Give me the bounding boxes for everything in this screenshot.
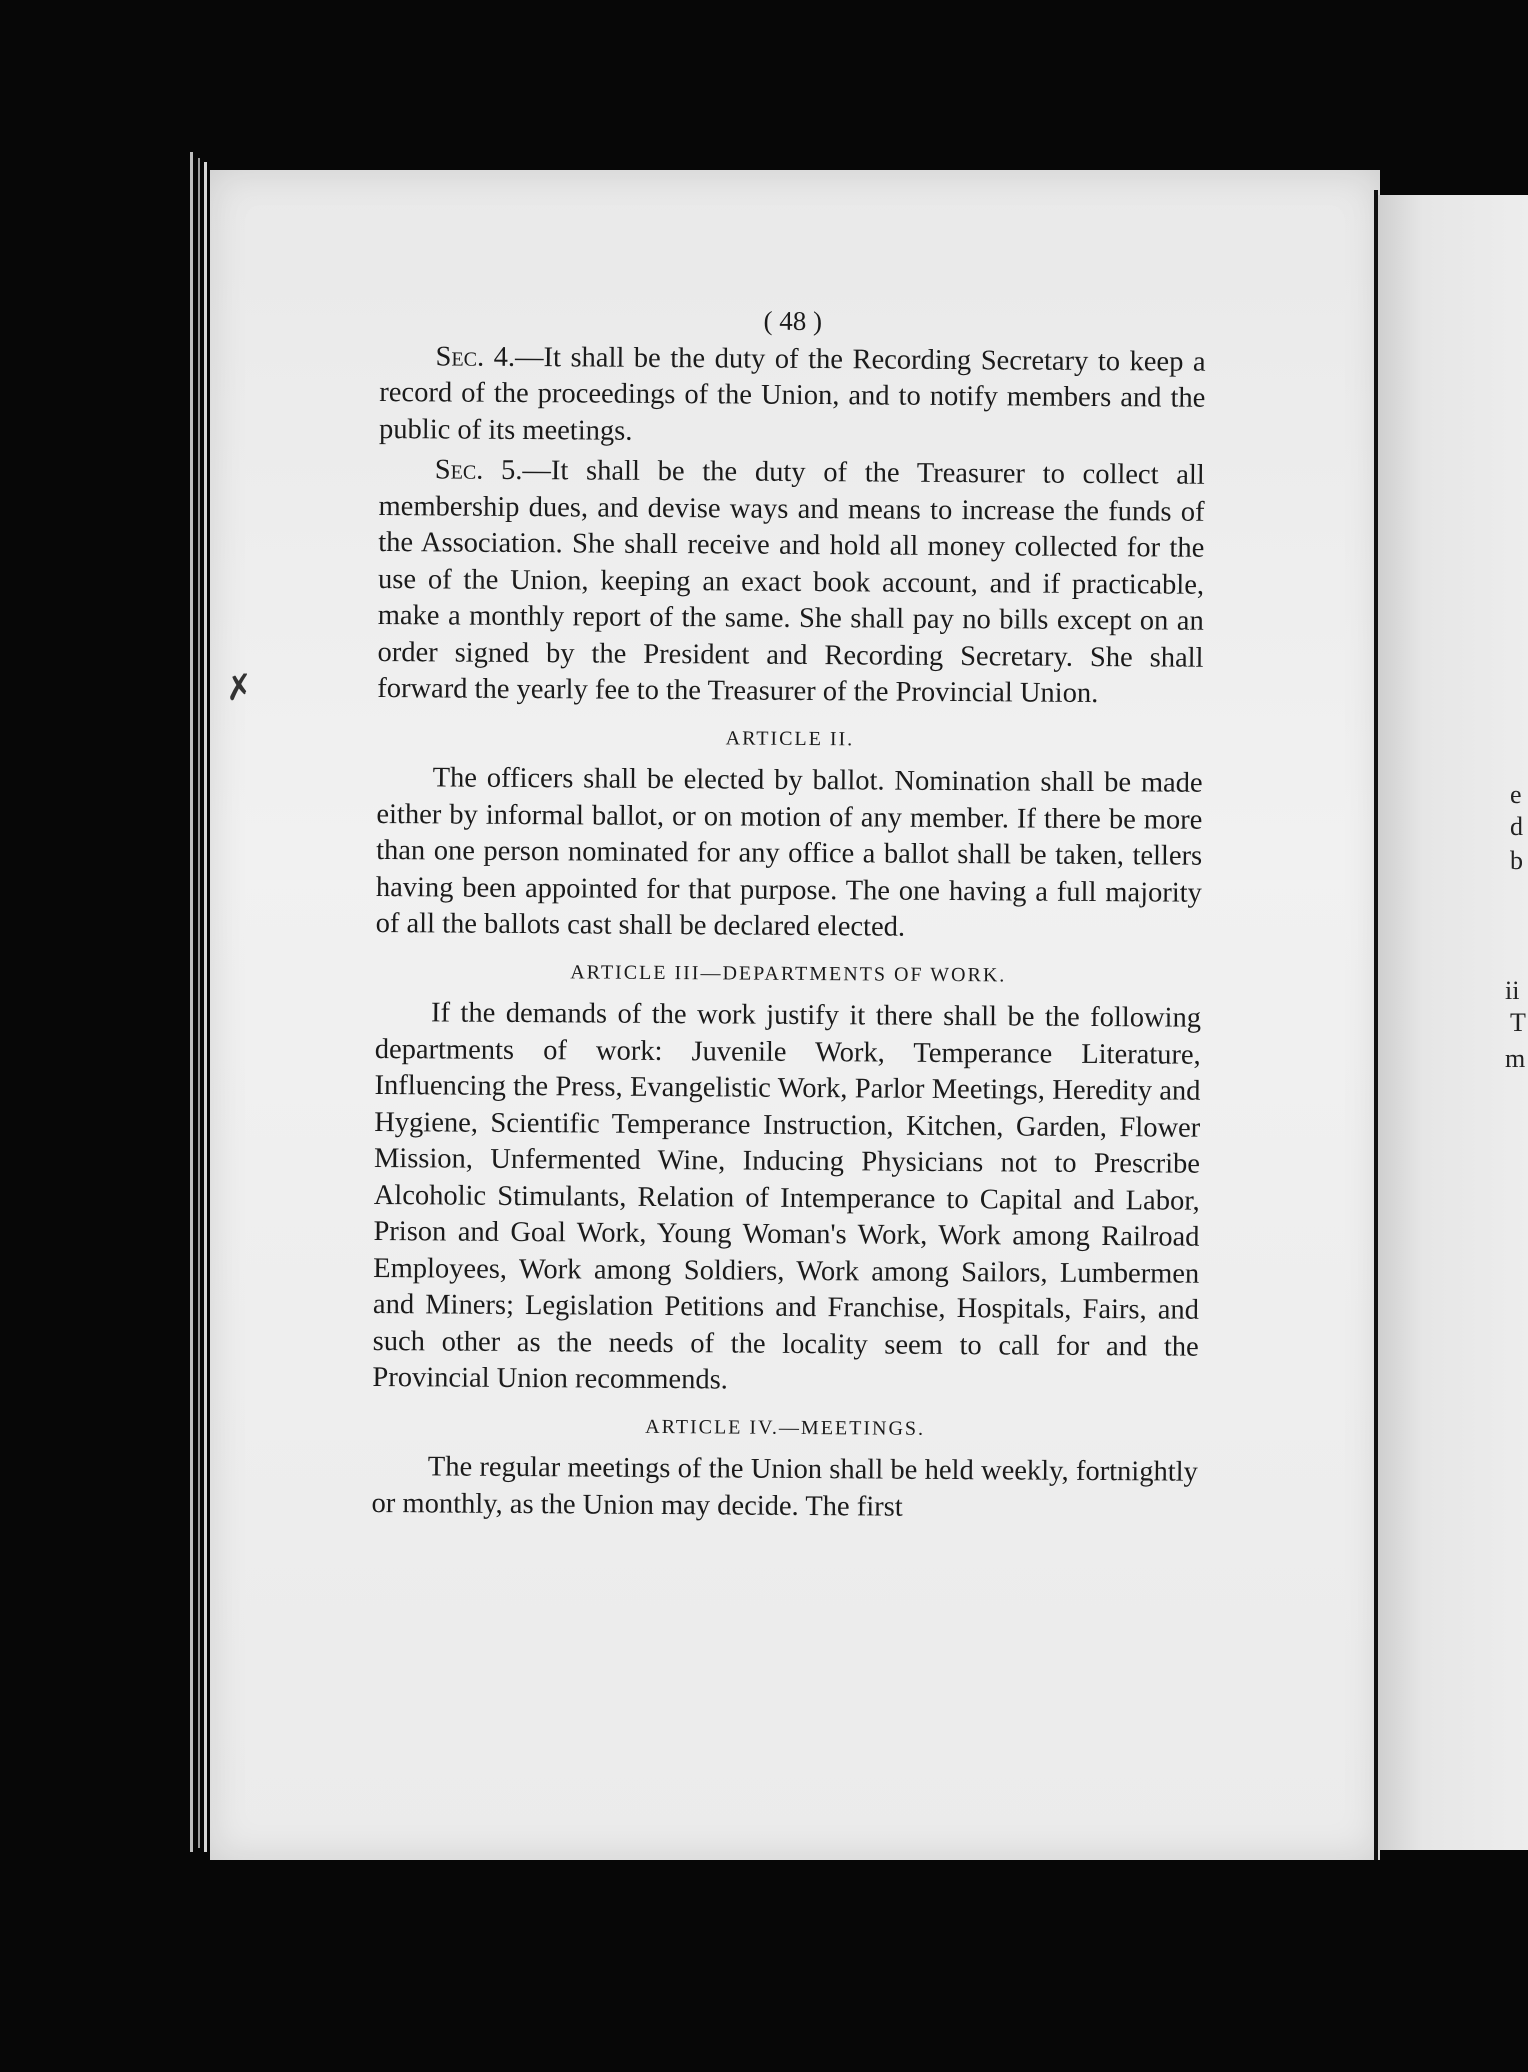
next-page-strip: [1378, 195, 1528, 1850]
next-page-fragment: ii: [1505, 976, 1520, 1005]
handwritten-margin-mark: ✗: [222, 666, 257, 710]
section-label: Sec.: [434, 454, 484, 486]
paragraph-text: 5.—It shall be the duty of the Treasurer to collect all membership dues, and devise ways and means to increase the funds of the Association. She shall receive and hold all money collected for the use of the Union, keeping an exact book account, and if practicable, make a monthly report of the same. She shall pay no bills except on an order signed by the President and Recording Secretary. She shall forward the yearly fee to the Treasurer of the Provincial Union.: [377, 454, 1205, 710]
article-3-heading: ARTICLE III—DEPARTMENTS OF WORK.: [570, 960, 1007, 986]
section-label: Sec.: [435, 340, 485, 373]
next-page-fragment: T: [1510, 1008, 1526, 1037]
page-stack-edge: [190, 152, 193, 1852]
next-page-fragment: e: [1510, 780, 1522, 809]
page-number: ( 48 ): [763, 305, 823, 337]
section-5-paragraph: [377, 452, 1205, 713]
page-stack-edge: [198, 158, 200, 1848]
paragraph-text: 4.—It shall be the duty of the Recording Secretary to keep a record of the proceedings of the Union, and to notify members and the public of its meetings.: [378, 341, 1206, 447]
article-2-heading: ARTICLE II.: [725, 726, 855, 750]
article-4-paragraph: The regular meetings of the Union shall be held weekly, fortnightly or monthly, as the Union may decide. The first: [371, 1451, 1198, 1523]
next-page-fragment: b: [1510, 846, 1523, 875]
next-page-fragment: m: [1505, 1044, 1526, 1073]
section-4-paragraph: [379, 338, 1206, 453]
page-text: [371, 300, 1206, 1528]
article-4-heading: ARTICLE IV.—MEETINGS.: [645, 1415, 926, 1440]
page-stack-edge: [204, 162, 207, 1852]
article-2-paragraph: The officers shall be elected by ballot. Nomination shall be made either by informal ballot, or on motion of any member. If there be more than one person nominated for any office a ballot shall be taken, tellers having been appointed for that purpose. The one having a full majority of all the ballots cast shall be declared elected.: [375, 762, 1203, 943]
article-3-paragraph: If the demands of the work justify it there shall be the following departments of work: Juvenile Work, Temperance Literature, Influencing the Press, Evangelistic Work, Parlor Meetings, Heredity and Hygiene, Scientific Temperance Instruction, Kitchen, Garden, Flower Mission, Unfermented Wine, Inducing Physicians not to Prescribe Alcoholic Stimulants, Relation of Intemperance to Capital and Labor, Prison and Goal Work, Young Woman's Work, Work among Railroad Employees, Work among Soldiers, Work among Sailors, Lumbermen and Miners; Legislation Petitions and Franchise, Hospitals, Fairs, and such other as the needs of the locality seem to call for and the Provincial Union recommends.: [372, 997, 1202, 1396]
next-page-fragment: d: [1510, 812, 1523, 841]
